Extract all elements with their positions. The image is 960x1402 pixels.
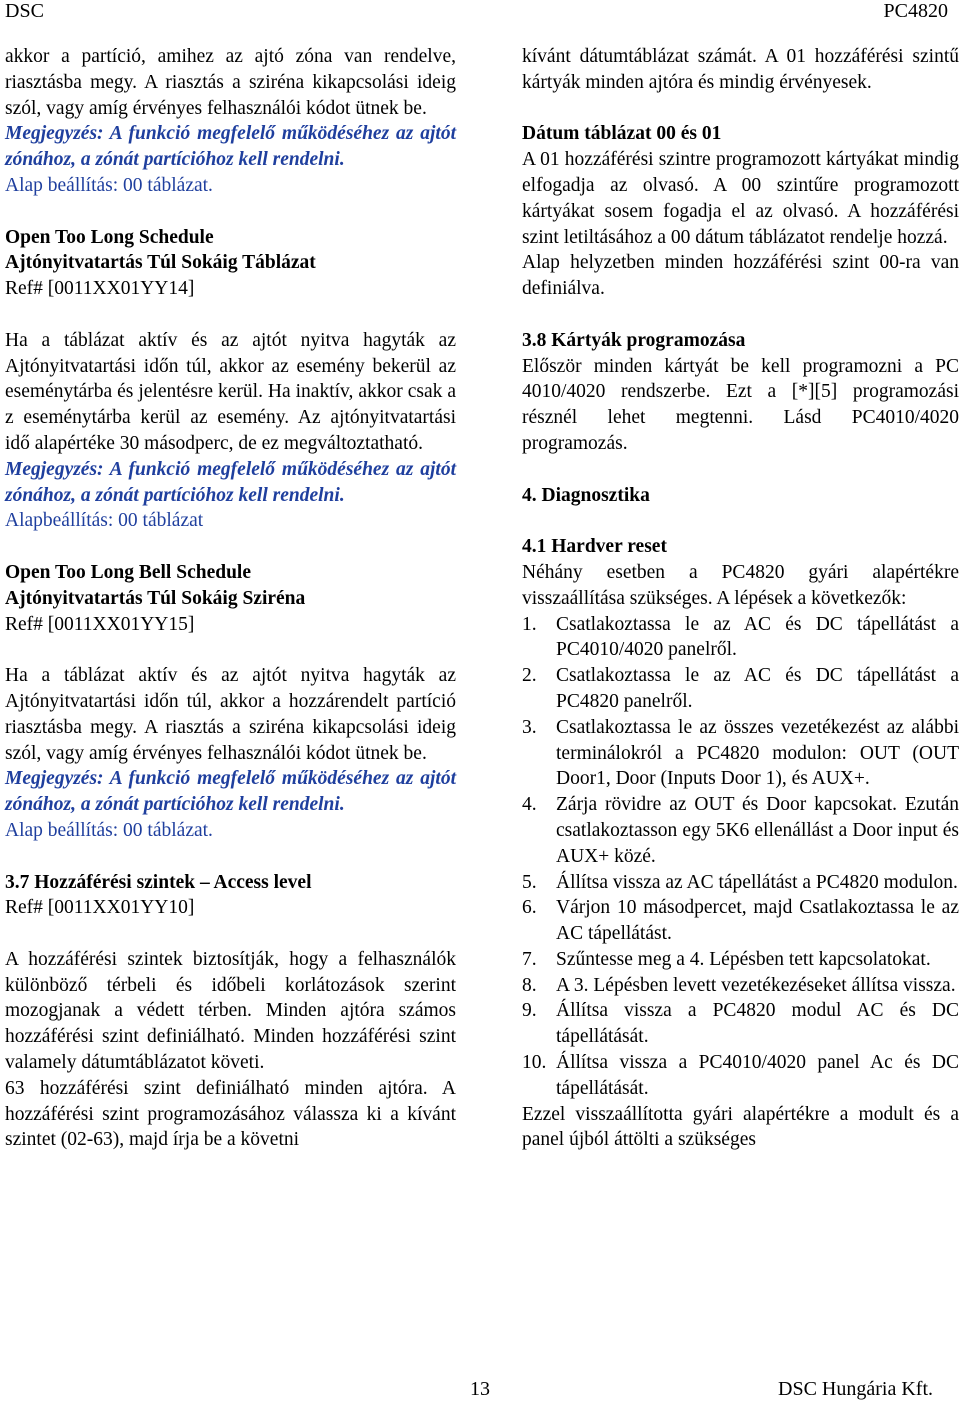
paragraph: A hozzáférési szintek biztosítják, hogy a felhasználók különböző térbeli és időbeli korlátozások szerint mozogjanak a védett térben. Minden ajtóra számos hozzáférési szint definiálható. Minden hozzáférési szint valamely dátumtáblázatot követi. [5, 948, 456, 1074]
step-number: 8. [522, 974, 537, 996]
list-item [522, 792, 959, 869]
note: Megjegyzés: A funkció megfelelő működéséhez az ajtót zónához, a zónát partícióhoz kell rendelni. [5, 123, 456, 171]
paragraph: akkor a partíció, amihez az ajtó zóna van rendelve, riasztásba megy. A riasztás a sziréna kikapcsolási ideig szól, vagy amíg érvényes felhasználói kódot ütnek be. [5, 46, 456, 119]
right-column [522, 44, 959, 1153]
step-text: Szűntesse meg a 4. Lépésben tett kapcsolatokat. [556, 948, 931, 970]
reset-steps-list [522, 612, 959, 1102]
paragraph: kívánt dátumtáblázat számát. A 01 hozzáférési szintű kártyák minden ajtóra és mindig érvényesek. [522, 46, 959, 93]
section-title: 4.1 Hardver reset [522, 536, 667, 558]
section-title: Dátum táblázat 00 és 01 [522, 123, 722, 145]
note: Megjegyzés: A funkció megfelelő működéséhez az ajtót zónához, a zónát partícióhoz kell rendelni. [5, 458, 456, 506]
step-text: Csatlakoztassa le az AC és DC tápellátást a PC4010/4020 panelről. [556, 613, 959, 661]
note: Megjegyzés: A funkció megfelelő működéséhez az ajtót zónához, a zónát partícióhoz kell rendelni. [5, 768, 456, 816]
paragraph: Először minden kártyát be kell programozni a PC 4010/4020 rendszerbe. Ezt a [*][5] programozási résznél lehet megtenni. Lásd PC4010/4020 programozás. [522, 355, 959, 454]
section-ref: Ref# [0011XX01YY10] [5, 897, 195, 919]
step-number: 2. [522, 665, 537, 687]
left-column [5, 44, 456, 1153]
paragraph: Ha a táblázat aktív és az ajtót nyitva hagyták az Ajtónyitvatartási időn túl, akkor az esemény bekerül az eseménytárba és jelentésre kerül. Ha inaktív, akkor csak a z eseménytárba kerül az esemény. Az ajtónyitvatartási idő alapértéke 30 másodperc, de ez megváltoztatható. [5, 329, 456, 454]
list-item [522, 870, 959, 896]
section-title-en: Open Too Long Schedule [5, 226, 214, 248]
header-model: PC4820 [883, 0, 948, 22]
paragraph: A 01 hozzáférési szintre programozott kártyákat mindig elfogadja az olvasó. A 00 szintűre programozott kártyákat sosem fogadja el az olvasó. A hozzáférési szint letiltásához a 00 dátum táblázatot rendelje hozzá. [522, 149, 959, 248]
section-ref: Ref# [0011XX01YY14] [5, 278, 195, 300]
step-number: 9. [522, 1000, 537, 1022]
default-setting: Alap beállítás: 00 táblázat. [5, 819, 213, 841]
step-text: Állítsa vissza a PC4820 modul AC és DC tápellátását. [556, 1000, 959, 1048]
step-text: Zárja rövidre az OUT és Door kapcsokat. Ezután csatlakoztasson egy 5K6 ellenállást a Door input és AUX+ közé. [556, 794, 959, 867]
section-title: 3.8 Kártyák programozása [522, 329, 746, 351]
step-number: 10. [522, 1052, 547, 1074]
section-ref: Ref# [0011XX01YY15] [5, 613, 195, 635]
list-item [522, 973, 959, 999]
section-title-hu: Ajtónyitvatartás Túl Sokáig Sziréna [5, 587, 306, 609]
paragraph: Ha a táblázat aktív és az ajtót nyitva hagyták az Ajtónyitvatartási időn túl, akkor a hozzárendelt partíció riasztásba megy. A riasztás a sziréna kikapcsolási ideig szól, vagy amíg érvényes felhasználói kódot ütnek be. [5, 665, 456, 764]
step-number: 1. [522, 613, 537, 635]
step-number: 4. [522, 794, 537, 816]
list-item [522, 1050, 959, 1102]
list-item [522, 612, 959, 664]
default-setting: Alapbeállítás: 00 táblázat [5, 510, 204, 532]
step-number: 6. [522, 897, 537, 919]
step-number: 3. [522, 716, 537, 738]
step-number: 7. [522, 948, 537, 970]
step-text: Csatlakoztassa le az összes vezetékezést az alábbi terminálokról a PC4820 modulon: OUT (OUT Door1, Door (Inputs Door 1), és AUX+. [556, 716, 959, 790]
section-title-en: Open Too Long Bell Schedule [5, 561, 251, 583]
paragraph: Alap helyzetben minden hozzáférési szint 00-ra van definiálva. [522, 252, 959, 300]
section-title-hu: Ajtónyitvatartás Túl Sokáig Táblázat [5, 252, 316, 274]
step-text: Állítsa vissza a PC4010/4020 panel Ac és DC tápellátását. [556, 1052, 959, 1099]
list-item [522, 998, 959, 1050]
step-text: Állítsa vissza az AC tápellátást a PC4820 modulon. [556, 871, 958, 893]
paragraph: 63 hozzáférési szint definiálható minden ajtóra. A hozzáférési szint programozásához válassza ki a kívánt szintet (02-63), majd írja be a követni [5, 1077, 456, 1151]
default-setting: Alap beállítás: 00 táblázat. [5, 174, 213, 196]
step-number: 5. [522, 871, 537, 893]
step-text: Csatlakoztassa le az AC és DC tápellátást a PC4820 panelről. [556, 665, 959, 712]
list-item [522, 663, 959, 715]
page-number: 13 [470, 1378, 490, 1400]
footer-company: DSC Hungária Kft. [778, 1378, 933, 1400]
section-title: 4. Diagnosztika [522, 484, 650, 506]
section-title: 3.7 Hozzáférési szintek – Access level [5, 871, 312, 893]
list-item [522, 715, 959, 792]
step-text: Várjon 10 másodpercet, majd Csatlakoztassa le az AC tápellátást. [556, 897, 959, 945]
list-item [522, 947, 959, 973]
step-text: A 3. Lépésben levett vezetékezéseket állítsa vissza. [556, 974, 956, 996]
header-brand: DSC [5, 0, 44, 22]
paragraph: Ezzel visszaállította gyári alapértékre a modult és a panel újból áttölti a szükséges [522, 1103, 959, 1151]
list-item [522, 895, 959, 947]
paragraph: Néhány esetben a PC4820 gyári alapértékre visszaállítása szükséges. A lépések a következők: [522, 561, 959, 609]
